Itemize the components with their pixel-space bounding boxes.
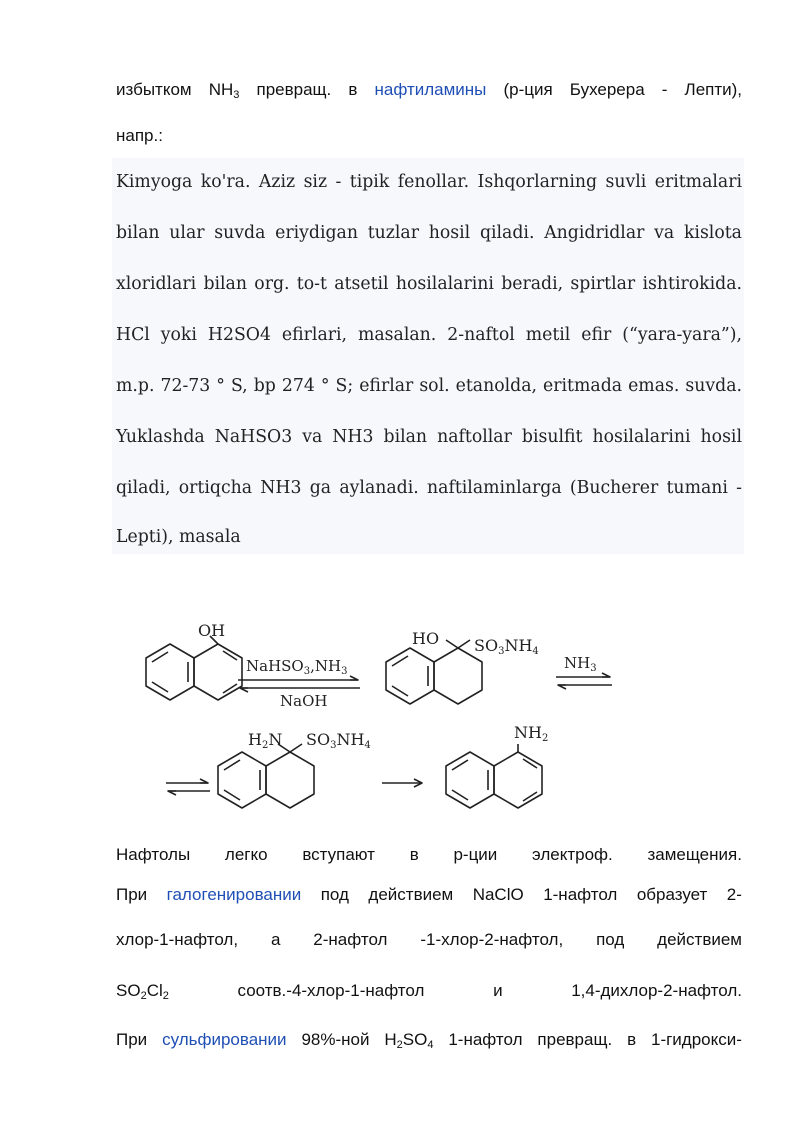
translation-line: Lepti), masala — [116, 527, 241, 547]
translation-line: Yuklashda NaHSO3 va NH3 bilan naftollar bisulfit hosilalarini hosil — [116, 427, 742, 447]
equilibrium-arrow-1 — [238, 676, 360, 692]
para1-line2: напр.: — [116, 126, 163, 145]
reaction-arrow — [382, 779, 422, 787]
adduct1-structure — [386, 640, 482, 704]
label-h2n: H2N — [248, 730, 283, 751]
para2-line2: При галогенировании под действием NaClO 1-нафтол образует 2- — [116, 885, 742, 904]
para2-line1: Нафтолы легко вступают в р-ции электроф. замещения. — [116, 845, 742, 864]
nh3-formula: $NH_3$ — [208, 80, 240, 101]
link-galogenirovanii[interactable]: галогенировании — [166, 885, 302, 904]
link-naftilaminy[interactable]: нафтиламины — [374, 80, 487, 99]
text-word: избытком — [116, 80, 192, 99]
translation-line: HCl yoki H2SO4 efirlari, masalan. 2-naftol metil efir (“yara-yara”), — [116, 325, 742, 345]
label-naoh: NaOH — [280, 692, 328, 710]
so2cl2-formula: $SO_2Cl_2$ — [116, 981, 169, 1002]
label-so3nh4-2: SO3NH4 — [306, 730, 371, 751]
link-sulfirovanii[interactable]: сульфировании — [162, 1030, 287, 1049]
para2-line3: хлор-1-нафтол, а 2-нафтол -1-хлор-2-нафтол, под действием — [116, 930, 742, 949]
para2-line5: При сульфировании 98%-ной $H_2SO_4$ 1-нафтол превращ. в 1-гидрокси- — [116, 1030, 742, 1051]
text-word: Бухерера — [569, 80, 645, 99]
equilibrium-arrow-2 — [556, 673, 612, 689]
translation-line: m.p. 72-73 ° S, bp 274 ° S; efirlar sol. etanolda, eritmada emas. suvda. — [116, 376, 742, 396]
label-ho: HO — [412, 629, 440, 648]
text-word: в — [348, 80, 358, 99]
equilibrium-arrow-3 — [166, 779, 210, 795]
label-nh2: NH2 — [514, 723, 549, 744]
text-word: превращ. — [256, 80, 332, 99]
translation-line: Kimyoga ko'ra. Aziz siz - tipik fenollar. Ishqorlarning suvli eritmalari — [116, 172, 742, 192]
label-reagent-top: $NaHSO_3,NH_3$ — [246, 657, 348, 677]
label-nh3: $NH_3$ — [564, 654, 597, 674]
para2-line4: $SO_2Cl_2$ соотв.-4-хлор-1-нафтол и 1,4-дихлор-2-нафтол. — [116, 981, 742, 1002]
translation-line: bilan ular suvda eriydigan tuzlar hosil qiladi. Angidridlar va kislota — [116, 223, 742, 243]
translation-line: xloridlari bilan org. to-t atsetil hosilalarini beradi, spirtlar ishtirokida. — [116, 274, 742, 294]
text-word: (р-ция — [503, 80, 553, 99]
adduct2-structure — [218, 744, 314, 808]
text-word: - — [661, 80, 668, 99]
naphthol-structure — [146, 636, 242, 700]
label-oh: OH — [198, 621, 226, 640]
translation-line: qiladi, ortiqcha NH3 ga aylanadi. naftilaminlarga (Bucherer tumani - — [116, 478, 742, 498]
h2so4-formula: $H_2SO_4$ — [384, 1030, 434, 1051]
text-word: Лепти), — [684, 80, 743, 99]
naphthylamine-structure — [446, 744, 542, 808]
label-so3nh4-1: SO3NH4 — [474, 636, 539, 657]
